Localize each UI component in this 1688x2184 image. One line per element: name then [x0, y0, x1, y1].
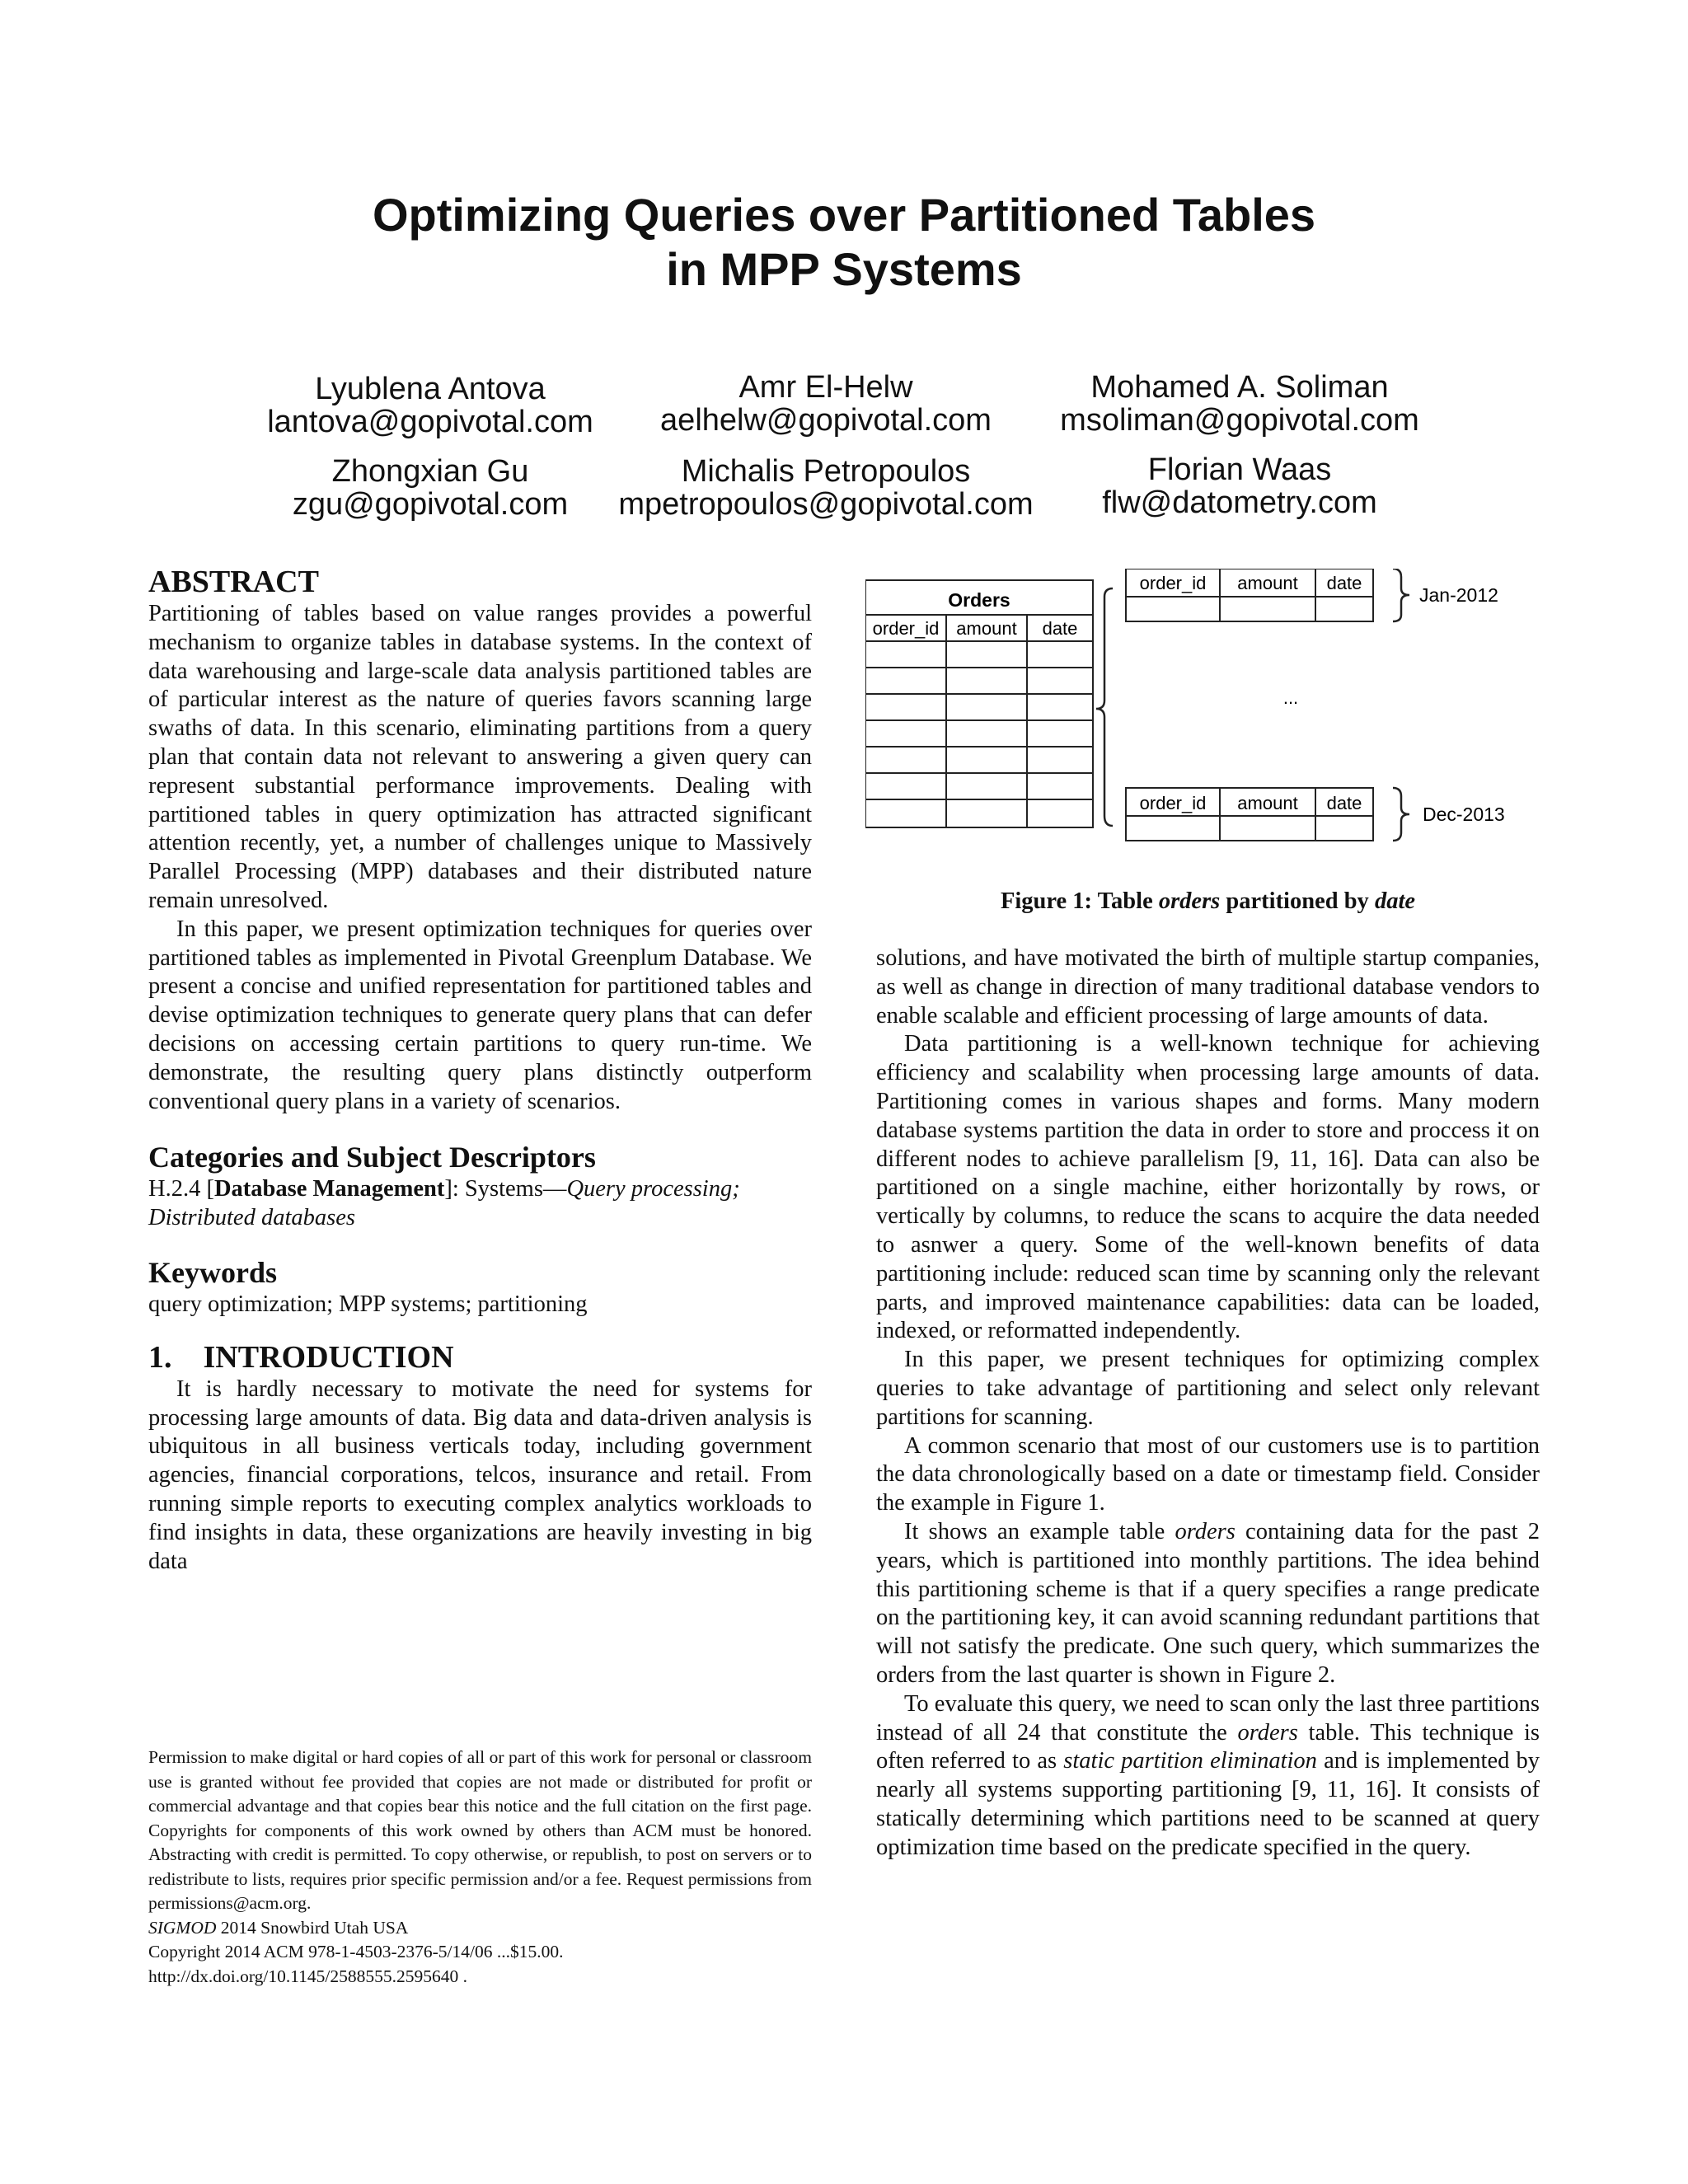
abstract-paragraph-1: Partitioning of tables based on value ranges provides a powerful mechanism to organize tables in database systems. In the context of data warehousing and large-scale data analysis partitioned tables are of particular interest as the nature of queries favors scanning large swaths of data. In this scenario, eliminating partitions from a query plan that contain data not relevant to answering a given query can represent substantial performance improvements. Dealing with partitioned tables in query optimization has attracted significant attention recently, yet, a number of challenges unique to Massively Parallel Processing (MPP) databases and their distributed nature remain unresolved. — [148, 601, 812, 913]
venue-italic: SIGMOD — [148, 1917, 217, 1938]
partition-bottom-brace — [1393, 788, 1409, 841]
author-email: flw@datometry.com — [1102, 485, 1377, 520]
partition-bottom-col-amount: amount — [1237, 793, 1298, 813]
abstract-heading: ABSTRACT — [148, 565, 319, 599]
introduction-heading: 1. INTRODUCTION — [148, 1339, 454, 1375]
figure-1 — [865, 569, 1541, 865]
author-block — [216, 373, 645, 438]
right-paragraph-6 — [876, 1690, 1540, 1863]
partition-diagram — [865, 569, 1541, 865]
p5-text-a: It shows an example table — [904, 1518, 1175, 1544]
author-block — [1025, 371, 1454, 437]
abstract-paragraph-2: In this paper, we present optimization techniques for queries over partitioned tables as implemented in Pivotal Greenplum Database. We present a concise and unified representation for partitioned tables and devise optimization techniques to generate query plans that can defer decisions on accessing certain partitions to query run-time. We demonstrate, the resulting query plans distinctly outperform conventional query plans in a variety of scenarios. — [148, 916, 812, 1114]
title-line-1: Optimizing Queries over Partitioned Tables — [372, 189, 1316, 241]
categories-code: H.2.4 [ — [148, 1176, 214, 1202]
right-column — [876, 944, 1540, 1863]
p6-italic-orders: orders — [1237, 1719, 1298, 1746]
orders-col-amount: amount — [956, 618, 1017, 639]
orders-table-title: Orders — [948, 589, 1010, 611]
paper-title — [0, 188, 1688, 297]
author-block — [216, 455, 645, 521]
permission-text: Permission to make digital or hard copies of all or part of this work for personal or classroom use is granted without fee provided that copies are not made or distributed for profit or commercial advantage and that copies bear this notice and the full citation on the first page. Copyrights for components of this work owned by others than ACM must be honored. Abstracting with credit is permitted. To copy otherwise, or republish, to post on servers or to redistribute to lists, requires prior specific permission and/or a fee. Request permissions from permissions@acm.org. — [148, 1747, 812, 1913]
right-paragraph-5 — [876, 1518, 1540, 1690]
right-paragraph-4: A common scenario that most of our customers use is to partition the data chronologically based on a date or timestamp field. Consider the example in Figure 1. — [876, 1432, 1540, 1516]
author-name: Lyublena Antova — [315, 372, 546, 406]
caption-mid: partitioned by — [1220, 888, 1375, 914]
right-paragraph-2: Data partitioning is a well-known technique for achieving efficiency and scalability when processing large amounts of data. Partitioning comes in various shapes and forms. Many modern database systems partition the data in order to store and proccess it on different nodes to achieve parallelism [9, 11, 16]. Data can also be partitioned on a single machine, either horizontally by rows, or vertically by columns, to reduce the scans to acquire the data needed to asnwer a query. Some of the well-known benefits of data partitioning include: reduced scan time by scanning only the relevant parts, and improved maintenance capabilities: data can be loaded, indexed, or reformatted independently. — [876, 1031, 1540, 1344]
author-name: Mohamed A. Soliman — [1090, 370, 1389, 405]
author-email: lantova@gopivotal.com — [267, 405, 593, 439]
author-block — [1025, 453, 1454, 519]
partition-top-col-amount: amount — [1237, 573, 1298, 593]
categories-bold: Database Management — [213, 1176, 445, 1202]
group-bracket — [1096, 588, 1113, 826]
title-line-2: in MPP Systems — [666, 243, 1022, 295]
orders-table — [865, 580, 1093, 827]
p6-text-a: To evaluate this query, we need to scan only the last three partitions instead of all 24 that constitute the — [876, 1690, 1540, 1746]
author-block — [612, 455, 1040, 521]
partition-bottom-col-date: date — [1326, 793, 1362, 813]
categories-italic: Query processing; Distributed databases — [148, 1176, 740, 1231]
partition-top-brace — [1393, 569, 1409, 621]
partition-top-col-order-id: order_id — [1139, 573, 1207, 593]
partition-top-label: Jan-2012 — [1419, 584, 1498, 606]
author-name: Florian Waas — [1147, 452, 1332, 487]
copyright-line: Copyright 2014 ACM 978-1-4503-2376-5/14/06 ...$15.00. — [148, 1942, 564, 1961]
keywords-text: query optimization; MPP systems; partitioning — [148, 1291, 588, 1317]
categories-text — [148, 1175, 812, 1233]
author-email: msoliman@gopivotal.com — [1060, 403, 1419, 438]
caption-prefix: Figure 1: Table — [1000, 888, 1159, 914]
partition-ellipsis: ... — [1282, 687, 1299, 708]
introduction-paragraph-1: It is hardly necessary to motivate the need for systems for processing large amounts of data. Big data and data-driven analysis is ubiquitous in all business verticals today, including government agencies, financial corporations, telcos, insurance and retail. From running simple reports to executing complex analytics workloads to find insights in data, these organizations are heavily investing in big data — [148, 1376, 812, 1574]
partition-bottom-label: Dec-2013 — [1423, 804, 1505, 825]
categories-mid: ]: Systems— — [444, 1176, 567, 1202]
orders-col-order-id: order_id — [872, 618, 940, 639]
partition-bottom-col-order-id: order_id — [1139, 793, 1207, 813]
caption-italic-orders: orders — [1158, 888, 1221, 914]
p5-italic: orders — [1175, 1518, 1236, 1544]
p5-text-b: containing data for the past 2 years, which is partitioned into monthly partitions. The idea behind this partitioning scheme is that if a query specifies a range predicate on the partitioning key, it can avoid scanning redundant partitions that will not satisfy the predicate. One such query, which summarizes the orders from the last quarter is shown in Figure 2. — [876, 1518, 1540, 1688]
author-block — [612, 371, 1040, 437]
author-email: mpetropoulos@gopivotal.com — [618, 487, 1034, 522]
author-name: Zhongxian Gu — [331, 454, 529, 489]
author-email: zgu@gopivotal.com — [292, 487, 569, 522]
author-name: Michalis Petropoulos — [681, 454, 971, 489]
author-email: aelhelw@gopivotal.com — [660, 403, 992, 438]
left-column — [148, 564, 812, 1576]
caption-italic-date: date — [1374, 888, 1416, 914]
doi-link[interactable]: http://dx.doi.org/10.1145/2588555.2595640 . — [148, 1966, 468, 1986]
venue-line — [148, 1916, 812, 1941]
p6-italic-term: static partition elimination — [1063, 1748, 1317, 1774]
right-paragraph-3: In this paper, we present techniques for optimizing complex queries to take advantage of partitioning and select only relevant partitions for scanning. — [876, 1347, 1540, 1430]
keywords-heading: Keywords — [148, 1255, 277, 1289]
partition-top-col-date: date — [1326, 573, 1362, 593]
right-paragraph-1: solutions, and have motivated the birth of multiple startup companies, as well as change in direction of many traditional database vendors to enable scalable and efficient processing of large amounts of data. — [876, 945, 1540, 1029]
p6-text-b: table. This technique is often referred to as — [876, 1719, 1540, 1774]
categories-heading: Categories and Subject Descriptors — [148, 1141, 596, 1174]
permission-notice — [148, 1746, 812, 1989]
author-name: Amr El-Helw — [738, 370, 913, 405]
figure-caption — [876, 888, 1540, 915]
p6-text-c: and is implemented by nearly all systems supporting partitioning [9, 11, 16]. It consists of statically determining which partitions need to be scanned at query optimization time based on the predicate specified in the query. — [876, 1748, 1540, 1860]
orders-col-date: date — [1042, 618, 1078, 639]
venue-rest: 2014 Snowbird Utah USA — [216, 1917, 409, 1938]
